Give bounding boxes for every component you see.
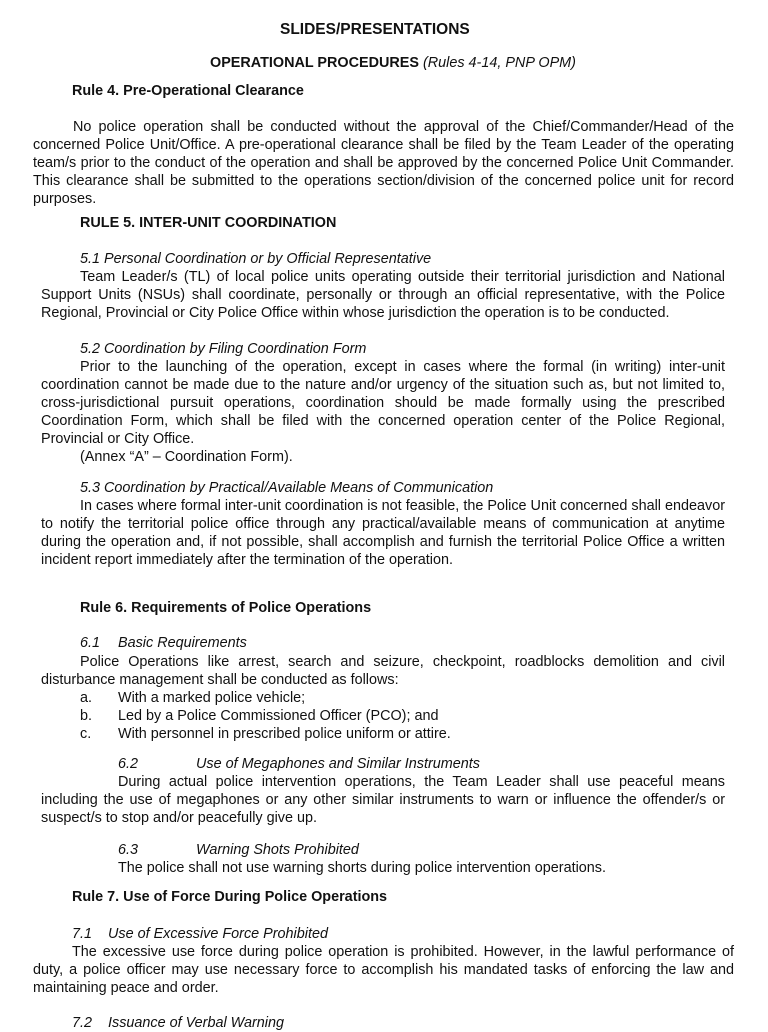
rule6-1-number: 6.1 [80,635,101,651]
rule7-1-paragraph: The excessive use force during police operation is prohibited. However, in the lawful performance of duty, a police officer may use necessary force to accomplish his mandated tasks of enforcing the law and maintaining peace and order. [33,944,734,996]
rule7-heading: Rule 7. Use of Force During Police Operations [72,889,388,905]
rule5-2-body [41,358,725,448]
rule5-1-title: 5.1 Personal Coordination or by Official Representative [80,251,432,267]
subtitle-text: OPERATIONAL PROCEDURES [210,55,419,71]
list-item-marker: b. [80,708,93,724]
rule6-3-title: Warning Shots Prohibited [196,842,359,858]
rule5-3-title: 5.3 Coordination by Practical/Available Means of Communication [80,480,494,496]
subtitle-reference: (Rules 4-14, PNP OPM) [422,55,576,71]
rule6-3-body: The police shall not use warning shorts during police intervention operations. [118,860,606,876]
list-item-marker: c. [80,726,92,742]
rule5-3-paragraph: In cases where formal inter-unit coordination is not feasible, the Police Unit concerned shall endeavor to notify the territorial police office through any practical/available means of communication at anytime during the operation and, if not possible, shall accomplish and furnish the territorial Police Office a written incident report immediately after the termination of the operation. [41,498,725,568]
list-item: With personnel in prescribed police uniform or attire. [118,726,451,742]
list-item: With a marked police vehicle; [118,690,306,706]
rule6-heading: Rule 6. Requirements of Police Operations [80,600,372,616]
rule6-2-title: Use of Megaphones and Similar Instruments [196,756,480,772]
list-item-marker: a. [80,690,93,706]
rule5-1-paragraph: Team Leader/s (TL) of local police units operating outside their territorial jurisdiction and National Support Units (NSUs) shall coordinate, personally or through an official representative, with the Police Regional, Provincial or City Police Office within whose jurisdiction the operation is to be conducted. [41,269,725,321]
rule7-1-body [33,943,734,997]
rule6-2-body [41,773,725,827]
rule6-1-title: Basic Requirements [118,635,247,651]
page-subtitle [210,54,576,72]
rule4-body [33,118,734,208]
rule5-2-annex: (Annex “A” – Coordination Form). [80,449,293,465]
page-title: SLIDES/PRESENTATIONS [280,21,470,38]
rule4-paragraph: No police operation shall be conducted without the approval of the Chief/Commander/Head of the concerned Police Unit/Office. A pre-operational clearance shall be filed by the Team Leader of the operating team/s prior to the conduct of the operation and shall be approved by the concerned Police Unit Commander. This clearance shall be submitted to the operations section/division of the concerned police unit for record purposes. [33,119,734,207]
rule5-heading: RULE 5. INTER-UNIT COORDINATION [80,215,337,231]
rule4-heading: Rule 4. Pre-Operational Clearance [72,83,304,99]
rule6-2-number: 6.2 [118,756,139,772]
rule6-3-number: 6.3 [118,842,139,858]
rule5-2-paragraph: Prior to the launching of the operation, except in cases where the formal (in writing) inter-unit coordination cannot be made due to the nature and/or urgency of the situation such as, but not limited to, cross-jurisdictional pursuit operations, coordination should be made formally using the prescribed Coordination Form, which shall be filed with the concerned operation center of the Police Regional, Provincial or City Office. [41,359,725,447]
rule6-1-body [41,653,725,689]
rule7-2-title: 7.2 Issuance of Verbal Warning [72,1015,284,1031]
list-item: Led by a Police Commissioned Officer (PCO); and [118,708,439,724]
rule5-3-body [41,497,725,569]
rule5-2-title: 5.2 Coordination by Filing Coordination Form [80,341,367,357]
rule6-1-paragraph: Police Operations like arrest, search and seizure, checkpoint, roadblocks demolition and civil disturbance management shall be conducted as follows: [41,654,725,688]
rule6-2-paragraph: During actual police intervention operations, the Team Leader shall use peaceful means including the use of megaphones or any other similar instruments to warn or influence the offender/s or suspect/s to stop and/or peacefully give up. [41,774,725,826]
rule7-1-title: 7.1 Use of Excessive Force Prohibited [72,926,328,942]
rule5-1-body [41,268,725,322]
